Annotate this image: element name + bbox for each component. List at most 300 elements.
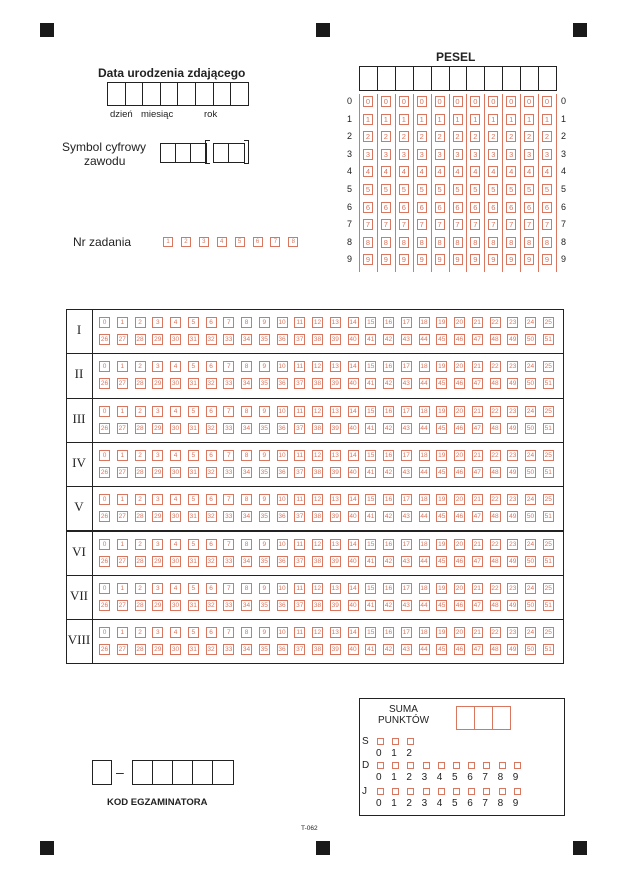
pesel-digit-option[interactable]: 0 xyxy=(488,96,498,107)
answer-option[interactable]: 29 xyxy=(154,646,162,654)
answer-option[interactable]: 20 xyxy=(455,319,464,326)
answer-option[interactable]: 20 xyxy=(455,496,464,504)
answer-option[interactable]: 35 xyxy=(260,380,268,388)
pesel-digit-option[interactable]: 8 xyxy=(506,237,516,248)
pesel-digit-option[interactable]: 2 xyxy=(363,131,373,142)
pesel-digit-option[interactable]: 5 xyxy=(381,184,391,195)
pesel-digit-option[interactable]: 5 xyxy=(363,184,373,195)
answer-option[interactable]: 32 xyxy=(207,336,215,343)
answer-option[interactable]: 51 xyxy=(544,646,552,654)
pesel-digit-option[interactable]: 8 xyxy=(381,237,391,248)
pesel-digit-option[interactable]: 5 xyxy=(542,184,552,195)
answer-option[interactable]: 50 xyxy=(526,424,535,432)
answer-option[interactable]: 14 xyxy=(349,451,357,459)
answer-option[interactable]: 38 xyxy=(313,601,322,609)
examiner-code-box-prefix[interactable] xyxy=(92,760,112,785)
answer-option[interactable]: 30 xyxy=(171,601,180,609)
answer-option[interactable]: 26 xyxy=(100,468,109,476)
answer-option[interactable]: 16 xyxy=(384,496,393,504)
pesel-digit-option[interactable]: 3 xyxy=(524,149,534,160)
pesel-digit-option[interactable]: 4 xyxy=(363,166,373,177)
answer-option[interactable]: 36 xyxy=(278,380,286,388)
answer-option[interactable]: 0 xyxy=(99,450,110,461)
pesel-digit-option[interactable]: 3 xyxy=(363,149,373,160)
answer-option[interactable]: 16 xyxy=(384,363,393,371)
answer-option[interactable]: 3 xyxy=(152,539,163,550)
answer-option[interactable]: 30 xyxy=(171,424,180,432)
answer-option[interactable]: 11 xyxy=(294,627,305,638)
answer-option[interactable]: 17 xyxy=(402,451,410,459)
answer-option[interactable]: 35 xyxy=(260,646,268,654)
task-number-option[interactable]: 7 xyxy=(270,237,280,247)
pesel-digit-option[interactable]: 3 xyxy=(381,149,391,160)
answer-option[interactable]: 40 xyxy=(349,424,357,432)
answer-option[interactable]: 34 xyxy=(242,646,251,654)
answer-option[interactable]: 44 xyxy=(420,601,428,609)
pesel-digit-option[interactable]: 8 xyxy=(524,237,534,248)
pesel-digit-box[interactable] xyxy=(484,66,503,91)
answer-option[interactable]: 3 xyxy=(152,627,163,638)
answer-option[interactable]: 4 xyxy=(170,361,181,372)
answer-option[interactable]: 32 xyxy=(207,468,215,476)
answer-option[interactable]: 47 xyxy=(473,601,481,609)
examiner-code-box[interactable] xyxy=(212,760,234,785)
answer-option[interactable]: 48 xyxy=(491,468,499,476)
answer-option[interactable]: 22 xyxy=(491,584,499,592)
answer-option[interactable]: 7 xyxy=(223,494,234,505)
answer-option[interactable]: 13 xyxy=(331,363,339,371)
answer-option[interactable]: 3 xyxy=(152,450,163,461)
answer-option[interactable]: 3 xyxy=(152,361,163,372)
answer-option[interactable]: 26 xyxy=(100,646,109,654)
answer-option[interactable]: 47 xyxy=(473,336,481,343)
suma-digit-option[interactable] xyxy=(377,738,384,745)
answer-option[interactable]: 14 xyxy=(349,319,357,326)
answer-option[interactable]: 8 xyxy=(241,406,252,417)
pesel-digit-option[interactable]: 4 xyxy=(435,166,445,177)
pesel-digit-option[interactable]: 6 xyxy=(453,202,463,213)
answer-option[interactable]: 24 xyxy=(526,629,535,637)
answer-option[interactable]: 17 xyxy=(402,363,410,371)
answer-option[interactable]: 21 xyxy=(473,363,481,371)
answer-option[interactable]: 49 xyxy=(509,513,517,521)
answer-option[interactable]: 45 xyxy=(438,513,446,521)
answer-option[interactable]: 35 xyxy=(260,513,268,521)
answer-option[interactable]: 11 xyxy=(294,583,305,594)
pesel-digit-option[interactable]: 0 xyxy=(453,96,463,107)
pesel-digit-option[interactable]: 9 xyxy=(435,254,445,265)
pesel-digit-option[interactable]: 2 xyxy=(524,131,534,142)
answer-option[interactable]: 5 xyxy=(188,317,199,328)
suma-digit-option[interactable] xyxy=(514,762,521,769)
task-number-option[interactable]: 6 xyxy=(253,237,263,247)
suma-digit-option[interactable] xyxy=(423,762,430,769)
task-number-option[interactable]: 5 xyxy=(235,237,245,247)
birth-date-digit-box[interactable] xyxy=(107,82,126,106)
answer-option[interactable]: 21 xyxy=(473,407,481,415)
answer-option[interactable]: 16 xyxy=(384,407,393,415)
answer-option[interactable]: 51 xyxy=(544,336,552,343)
answer-option[interactable]: 31 xyxy=(189,336,197,343)
answer-option[interactable]: 15 xyxy=(367,363,375,371)
answer-option[interactable]: 12 xyxy=(313,451,322,459)
answer-option[interactable]: 8 xyxy=(241,450,252,461)
suma-digit-option[interactable] xyxy=(407,738,414,745)
answer-option[interactable]: 36 xyxy=(278,646,286,654)
pesel-digit-option[interactable]: 0 xyxy=(381,96,391,107)
answer-option[interactable]: 27 xyxy=(118,646,126,654)
answer-option[interactable]: 9 xyxy=(259,583,270,594)
answer-option[interactable]: 27 xyxy=(118,601,126,609)
answer-option[interactable]: 18 xyxy=(420,451,428,459)
answer-option[interactable]: 37 xyxy=(296,424,304,432)
answer-option[interactable]: 21 xyxy=(473,584,481,592)
answer-option[interactable]: 10 xyxy=(278,629,286,637)
answer-option[interactable]: 30 xyxy=(171,557,180,565)
pesel-digit-option[interactable]: 5 xyxy=(506,184,516,195)
answer-option[interactable]: 13 xyxy=(331,496,339,504)
pesel-digit-option[interactable]: 6 xyxy=(435,202,445,213)
answer-option[interactable]: 34 xyxy=(242,380,251,388)
answer-option[interactable]: 5 xyxy=(188,450,199,461)
answer-option[interactable]: 42 xyxy=(384,557,393,565)
answer-option[interactable]: 12 xyxy=(313,629,322,637)
answer-option[interactable]: 25 xyxy=(544,363,552,371)
answer-option[interactable]: 24 xyxy=(526,451,535,459)
answer-option[interactable]: 30 xyxy=(171,336,180,343)
answer-option[interactable]: 46 xyxy=(455,557,464,565)
pesel-digit-option[interactable]: 7 xyxy=(506,219,516,230)
answer-option[interactable]: 38 xyxy=(313,557,322,565)
answer-option[interactable]: 13 xyxy=(331,540,339,548)
pesel-digit-option[interactable]: 6 xyxy=(470,202,480,213)
answer-option[interactable]: 5 xyxy=(188,539,199,550)
answer-option[interactable]: 27 xyxy=(118,380,126,388)
pesel-digit-option[interactable]: 0 xyxy=(417,96,427,107)
answer-option[interactable]: 43 xyxy=(402,557,410,565)
pesel-digit-option[interactable]: 8 xyxy=(542,237,552,248)
answer-option[interactable]: 9 xyxy=(259,406,270,417)
answer-option[interactable]: 51 xyxy=(544,601,552,609)
answer-option[interactable]: 9 xyxy=(259,450,270,461)
pesel-digit-option[interactable]: 1 xyxy=(435,114,445,125)
answer-option[interactable]: 44 xyxy=(420,557,428,565)
answer-option[interactable]: 23 xyxy=(509,629,517,637)
answer-option[interactable]: 31 xyxy=(189,601,197,609)
pesel-digit-option[interactable]: 2 xyxy=(470,131,480,142)
task-number-option[interactable]: 1 xyxy=(163,237,173,247)
answer-option[interactable]: 43 xyxy=(402,336,410,343)
answer-option[interactable]: 2 xyxy=(135,450,146,461)
answer-option[interactable]: 29 xyxy=(154,336,162,343)
answer-option[interactable]: 20 xyxy=(455,363,464,371)
answer-option[interactable]: 16 xyxy=(384,540,393,548)
pesel-digit-option[interactable]: 5 xyxy=(453,184,463,195)
answer-option[interactable]: 6 xyxy=(206,361,217,372)
answer-option[interactable]: 41 xyxy=(367,336,375,343)
pesel-digit-option[interactable]: 8 xyxy=(435,237,445,248)
answer-option[interactable]: 34 xyxy=(242,513,251,521)
answer-option[interactable]: 15 xyxy=(367,540,375,548)
answer-option[interactable]: 23 xyxy=(509,496,517,504)
answer-option[interactable]: 11 xyxy=(294,450,305,461)
pesel-digit-box[interactable] xyxy=(538,66,557,91)
answer-option[interactable]: 15 xyxy=(367,407,375,415)
answer-option[interactable]: 48 xyxy=(491,336,499,343)
suma-digit-option[interactable] xyxy=(438,762,445,769)
birth-date-digit-box[interactable] xyxy=(142,82,161,106)
suma-digit-option[interactable] xyxy=(392,738,399,745)
pesel-digit-option[interactable]: 7 xyxy=(435,219,445,230)
pesel-digit-box[interactable] xyxy=(413,66,432,91)
answer-option[interactable]: 28 xyxy=(136,513,144,521)
answer-option[interactable]: 9 xyxy=(259,539,270,550)
pesel-digit-option[interactable]: 6 xyxy=(524,202,534,213)
answer-option[interactable]: 47 xyxy=(473,557,481,565)
answer-option[interactable]: 22 xyxy=(491,451,499,459)
answer-option[interactable]: 18 xyxy=(420,496,428,504)
answer-option[interactable]: 8 xyxy=(241,361,252,372)
answer-option[interactable]: 33 xyxy=(225,380,233,388)
answer-option[interactable]: 23 xyxy=(509,319,517,326)
suma-digit-option[interactable] xyxy=(392,788,399,795)
pesel-digit-option[interactable]: 4 xyxy=(524,166,534,177)
answer-option[interactable]: 41 xyxy=(367,468,375,476)
answer-option[interactable]: 38 xyxy=(313,424,322,432)
answer-option[interactable]: 41 xyxy=(367,646,375,654)
answer-option[interactable]: 4 xyxy=(170,450,181,461)
pesel-digit-option[interactable]: 6 xyxy=(381,202,391,213)
answer-option[interactable]: 19 xyxy=(438,451,446,459)
answer-option[interactable]: 44 xyxy=(420,424,428,432)
suma-digit-option[interactable] xyxy=(499,762,506,769)
answer-option[interactable]: 6 xyxy=(206,583,217,594)
answer-option[interactable]: 33 xyxy=(225,646,233,654)
answer-option[interactable]: 29 xyxy=(154,557,162,565)
answer-option[interactable]: 16 xyxy=(384,584,393,592)
pesel-digit-option[interactable]: 8 xyxy=(363,237,373,248)
answer-option[interactable]: 4 xyxy=(170,317,181,328)
answer-option[interactable]: 7 xyxy=(223,583,234,594)
answer-option[interactable]: 36 xyxy=(278,468,286,476)
answer-option[interactable]: 40 xyxy=(349,646,357,654)
answer-option[interactable]: 16 xyxy=(384,451,393,459)
pesel-digit-box[interactable] xyxy=(395,66,414,91)
answer-option[interactable]: 35 xyxy=(260,424,268,432)
answer-option[interactable]: 47 xyxy=(473,424,481,432)
pesel-digit-option[interactable]: 2 xyxy=(488,131,498,142)
answer-option[interactable]: 50 xyxy=(526,513,535,521)
answer-option[interactable]: 24 xyxy=(526,319,535,326)
pesel-digit-option[interactable]: 6 xyxy=(506,202,516,213)
answer-option[interactable]: 26 xyxy=(100,336,109,343)
pesel-digit-option[interactable]: 9 xyxy=(417,254,427,265)
answer-option[interactable]: 30 xyxy=(171,646,180,654)
suma-digit-option[interactable] xyxy=(499,788,506,795)
answer-option[interactable]: 13 xyxy=(331,319,339,326)
suma-digit-option[interactable] xyxy=(377,788,384,795)
pesel-digit-option[interactable]: 4 xyxy=(488,166,498,177)
pesel-digit-option[interactable]: 7 xyxy=(470,219,480,230)
answer-option[interactable]: 50 xyxy=(526,557,535,565)
answer-option[interactable]: 5 xyxy=(188,583,199,594)
task-number-option[interactable]: 4 xyxy=(217,237,227,247)
pesel-digit-option[interactable]: 2 xyxy=(399,131,409,142)
pesel-digit-option[interactable]: 8 xyxy=(417,237,427,248)
answer-option[interactable]: 26 xyxy=(100,601,109,609)
pesel-digit-option[interactable]: 0 xyxy=(542,96,552,107)
answer-option[interactable]: 35 xyxy=(260,557,268,565)
answer-option[interactable]: 43 xyxy=(402,601,410,609)
answer-option[interactable]: 11 xyxy=(294,494,305,505)
suma-digit-option[interactable] xyxy=(453,762,460,769)
answer-option[interactable]: 47 xyxy=(473,468,481,476)
pesel-digit-option[interactable]: 7 xyxy=(417,219,427,230)
answer-option[interactable]: 2 xyxy=(135,361,146,372)
answer-option[interactable]: 11 xyxy=(294,539,305,550)
answer-option[interactable]: 25 xyxy=(544,407,552,415)
answer-option[interactable]: 43 xyxy=(402,646,410,654)
pesel-digit-option[interactable]: 3 xyxy=(542,149,552,160)
answer-option[interactable]: 22 xyxy=(491,540,499,548)
answer-option[interactable]: 38 xyxy=(313,468,322,476)
birth-date-digit-box[interactable] xyxy=(195,82,214,106)
pesel-digit-box[interactable] xyxy=(466,66,485,91)
symbol-digit-box[interactable] xyxy=(228,143,245,163)
answer-option[interactable]: 15 xyxy=(367,451,375,459)
answer-option[interactable]: 5 xyxy=(188,627,199,638)
answer-option[interactable]: 33 xyxy=(225,557,233,565)
answer-option[interactable]: 37 xyxy=(296,380,304,388)
answer-option[interactable]: 29 xyxy=(154,468,162,476)
answer-option[interactable]: 1 xyxy=(117,450,128,461)
pesel-digit-option[interactable]: 4 xyxy=(399,166,409,177)
pesel-digit-option[interactable]: 8 xyxy=(470,237,480,248)
answer-option[interactable]: 29 xyxy=(154,380,162,388)
answer-option[interactable]: 37 xyxy=(296,468,304,476)
pesel-digit-option[interactable]: 3 xyxy=(453,149,463,160)
answer-option[interactable]: 32 xyxy=(207,601,215,609)
answer-option[interactable]: 39 xyxy=(331,468,339,476)
birth-date-digit-box[interactable] xyxy=(213,82,232,106)
suma-digit-option[interactable] xyxy=(377,762,384,769)
answer-option[interactable]: 28 xyxy=(136,424,144,432)
answer-option[interactable]: 8 xyxy=(241,627,252,638)
examiner-code-box[interactable] xyxy=(172,760,194,785)
answer-option[interactable]: 46 xyxy=(455,646,464,654)
answer-option[interactable]: 42 xyxy=(384,646,393,654)
pesel-digit-option[interactable]: 5 xyxy=(435,184,445,195)
answer-option[interactable]: 22 xyxy=(491,496,499,504)
answer-option[interactable]: 46 xyxy=(455,424,464,432)
pesel-digit-option[interactable]: 5 xyxy=(417,184,427,195)
answer-option[interactable]: 6 xyxy=(206,539,217,550)
answer-option[interactable]: 19 xyxy=(438,540,446,548)
answer-option[interactable]: 38 xyxy=(313,336,322,343)
pesel-digit-option[interactable]: 7 xyxy=(363,219,373,230)
answer-option[interactable]: 17 xyxy=(402,540,410,548)
answer-option[interactable]: 37 xyxy=(296,601,304,609)
answer-option[interactable]: 18 xyxy=(420,540,428,548)
answer-option[interactable]: 31 xyxy=(189,557,197,565)
answer-option[interactable]: 45 xyxy=(438,646,446,654)
answer-option[interactable]: 50 xyxy=(526,468,535,476)
examiner-code-box[interactable] xyxy=(152,760,174,785)
answer-option[interactable]: 29 xyxy=(154,424,162,432)
pesel-digit-option[interactable]: 0 xyxy=(524,96,534,107)
answer-option[interactable]: 48 xyxy=(491,424,499,432)
pesel-digit-box[interactable] xyxy=(449,66,468,91)
answer-option[interactable]: 0 xyxy=(99,627,110,638)
pesel-digit-option[interactable]: 5 xyxy=(488,184,498,195)
answer-option[interactable]: 42 xyxy=(384,380,393,388)
answer-option[interactable]: 42 xyxy=(384,601,393,609)
answer-option[interactable]: 40 xyxy=(349,468,357,476)
answer-option[interactable]: 3 xyxy=(152,494,163,505)
answer-option[interactable]: 49 xyxy=(509,646,517,654)
pesel-digit-option[interactable]: 6 xyxy=(542,202,552,213)
examiner-code-box[interactable] xyxy=(192,760,214,785)
answer-option[interactable]: 12 xyxy=(313,363,322,371)
pesel-digit-option[interactable]: 7 xyxy=(453,219,463,230)
answer-option[interactable]: 20 xyxy=(455,407,464,415)
answer-option[interactable]: 21 xyxy=(473,451,481,459)
answer-option[interactable]: 28 xyxy=(136,380,144,388)
examiner-code-box[interactable] xyxy=(132,760,154,785)
answer-option[interactable]: 14 xyxy=(349,496,357,504)
answer-option[interactable]: 48 xyxy=(491,513,499,521)
answer-option[interactable]: 43 xyxy=(402,468,410,476)
answer-option[interactable]: 18 xyxy=(420,319,428,326)
pesel-digit-option[interactable]: 3 xyxy=(506,149,516,160)
answer-option[interactable]: 24 xyxy=(526,540,535,548)
answer-option[interactable]: 45 xyxy=(438,424,446,432)
task-number-option[interactable]: 8 xyxy=(288,237,298,247)
answer-option[interactable]: 31 xyxy=(189,424,197,432)
answer-option[interactable]: 27 xyxy=(118,424,126,432)
answer-option[interactable]: 17 xyxy=(402,629,410,637)
answer-option[interactable]: 34 xyxy=(242,601,251,609)
answer-option[interactable]: 40 xyxy=(349,557,357,565)
answer-option[interactable]: 28 xyxy=(136,468,144,476)
pesel-digit-option[interactable]: 4 xyxy=(542,166,552,177)
answer-option[interactable]: 46 xyxy=(455,468,464,476)
answer-option[interactable]: 51 xyxy=(544,557,552,565)
answer-option[interactable]: 13 xyxy=(331,407,339,415)
answer-option[interactable]: 16 xyxy=(384,629,393,637)
answer-option[interactable]: 50 xyxy=(526,380,535,388)
answer-option[interactable]: 30 xyxy=(171,513,180,521)
answer-option[interactable]: 14 xyxy=(349,540,357,548)
answer-option[interactable]: 38 xyxy=(313,646,322,654)
answer-option[interactable]: 34 xyxy=(242,468,251,476)
answer-option[interactable]: 48 xyxy=(491,557,499,565)
answer-option[interactable]: 25 xyxy=(544,540,552,548)
pesel-digit-option[interactable]: 5 xyxy=(399,184,409,195)
answer-option[interactable]: 33 xyxy=(225,513,233,521)
answer-option[interactable]: 50 xyxy=(526,601,535,609)
answer-option[interactable]: 46 xyxy=(455,513,464,521)
pesel-digit-option[interactable]: 1 xyxy=(542,114,552,125)
answer-option[interactable]: 0 xyxy=(99,583,110,594)
answer-option[interactable]: 37 xyxy=(296,557,304,565)
answer-option[interactable]: 33 xyxy=(225,424,233,432)
pesel-digit-option[interactable]: 9 xyxy=(363,254,373,265)
birth-date-digit-box[interactable] xyxy=(177,82,196,106)
answer-option[interactable]: 46 xyxy=(455,380,464,388)
pesel-digit-option[interactable]: 9 xyxy=(453,254,463,265)
answer-option[interactable]: 51 xyxy=(544,380,552,388)
